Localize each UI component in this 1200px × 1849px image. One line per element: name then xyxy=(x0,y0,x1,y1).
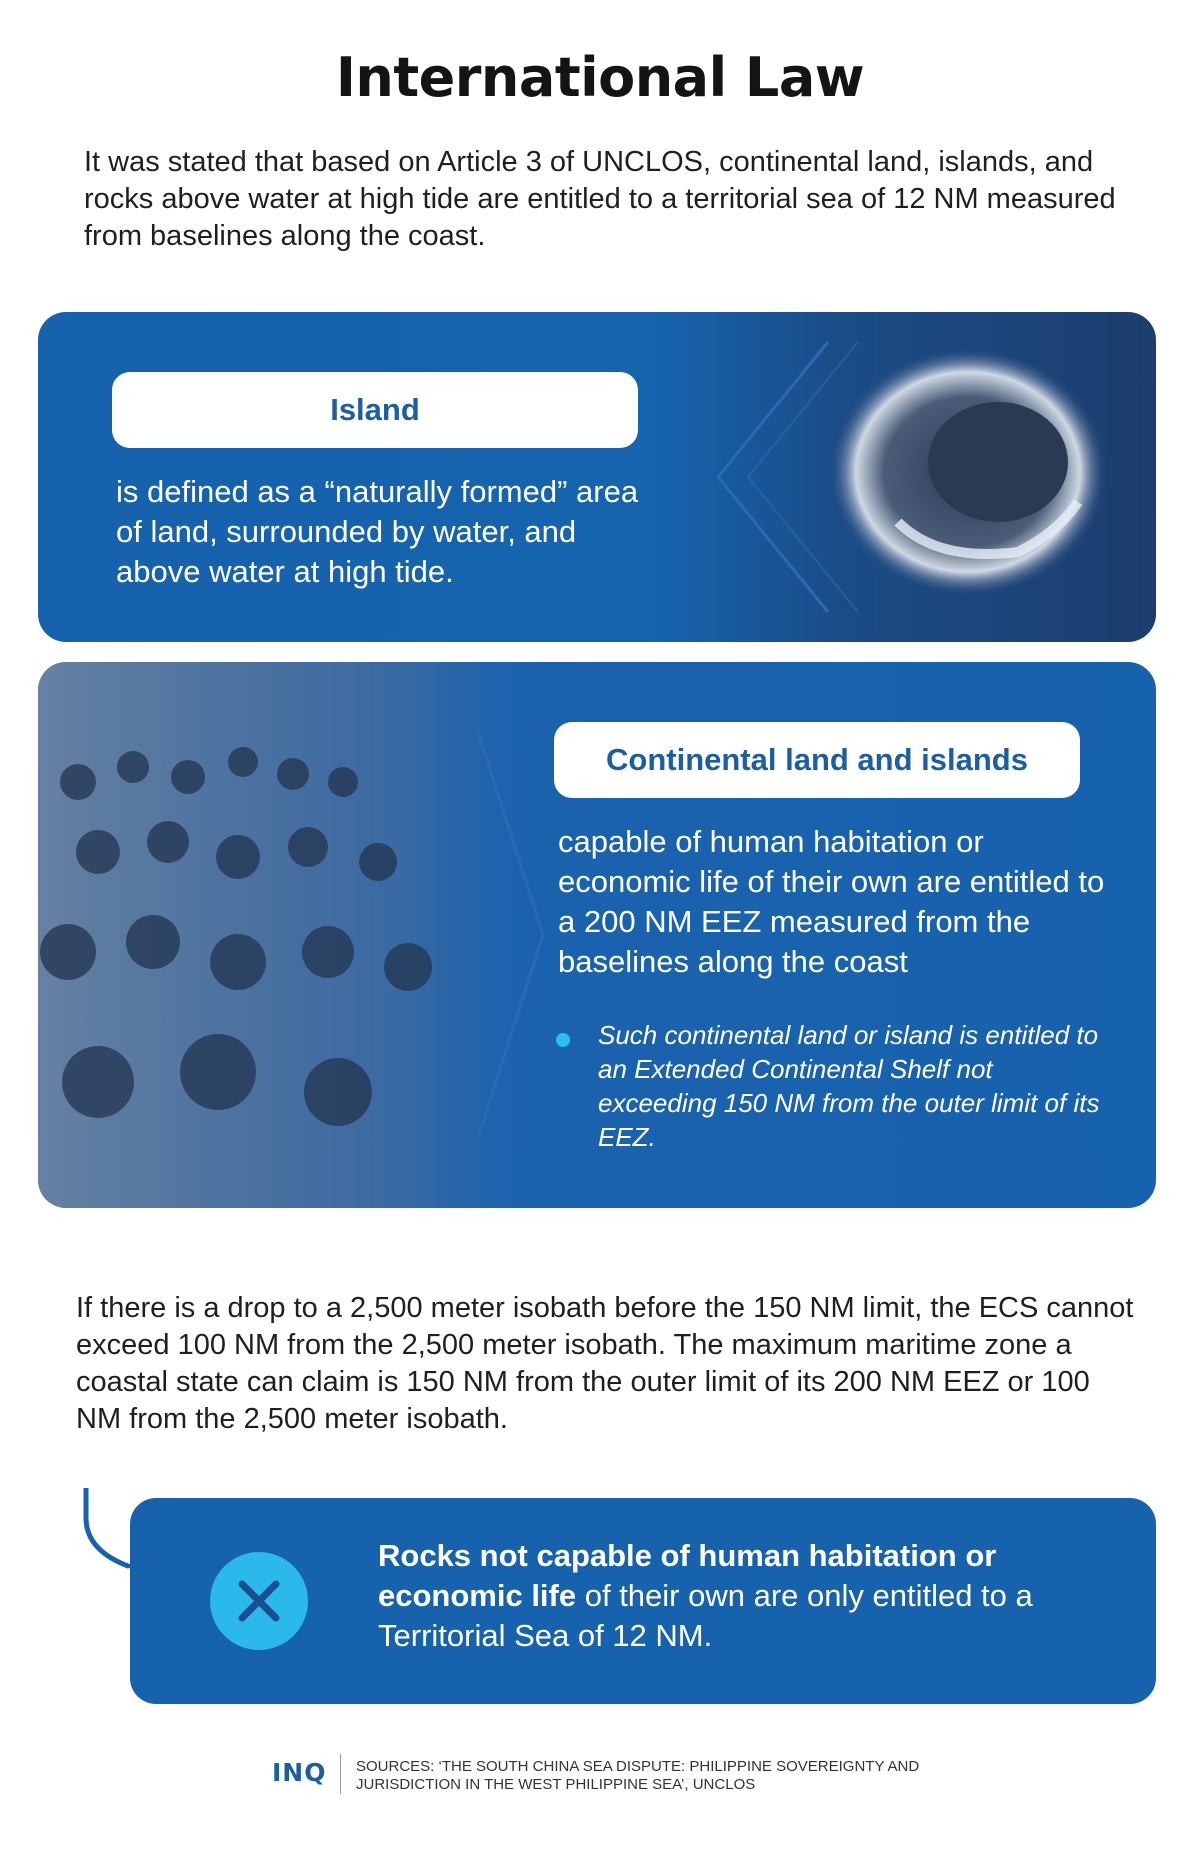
continental-definition: capable of human habitation or economic life of their own are entitled to a 200 NM EEZ measured from the baselines along the coast xyxy=(558,824,1105,979)
island-definition: is defined as a “naturally formed” area of land, surrounded by water, and above water at high tide. xyxy=(116,474,639,589)
continental-card xyxy=(38,662,1156,1208)
continental-heading: Continental land and islands xyxy=(554,722,1080,798)
intro-paragraph: It was stated that based on Article 3 of UNCLOS, continental land, islands, and rocks above water at high tide are entitled to a territorial sea of 12 NM measured from baselines along the coast. xyxy=(84,146,1116,252)
rocks-statement-bold: Rocks not capable of human habitation or economic life xyxy=(378,1538,997,1613)
crowd-image xyxy=(38,662,558,1208)
connector-hook-icon xyxy=(78,1488,138,1578)
inq-logo: INQ xyxy=(272,1758,327,1787)
bullet-dot-icon xyxy=(556,1033,570,1047)
rocks-statement xyxy=(378,1536,1098,1656)
rocks-statement-rest: of their own are only entitled to a Territorial Sea of 12 NM. xyxy=(378,1578,1033,1653)
rocks-card xyxy=(130,1498,1156,1704)
island-card xyxy=(38,312,1156,642)
island-heading: Island xyxy=(112,372,638,448)
x-icon xyxy=(210,1552,308,1650)
isobath-paragraph: If there is a drop to a 2,500 meter isobath before the 150 NM limit, the ECS cannot exceed 100 NM from the 2,500 meter isobath. The maximum maritime zone a coastal state can claim is 150 NM from the outer limit of its 200 NM EEZ or 100 NM from the 2,500 meter isobath. xyxy=(76,1292,1134,1435)
page-title: International Law xyxy=(335,46,865,109)
footer-divider xyxy=(340,1754,341,1794)
ecs-bullet: Such continental land or island is entitled to an Extended Continental Shelf not exceeding 150 NM from the outer limit of its EEZ. xyxy=(598,1020,1100,1152)
footer-sources: SOURCES: ‘THE SOUTH CHINA SEA DISPUTE: PHILIPPINE SOVEREIGNTY AND JURISDICTION IN THE WEST PHILIPPINE SEA’, UNCLOS xyxy=(356,1758,920,1793)
